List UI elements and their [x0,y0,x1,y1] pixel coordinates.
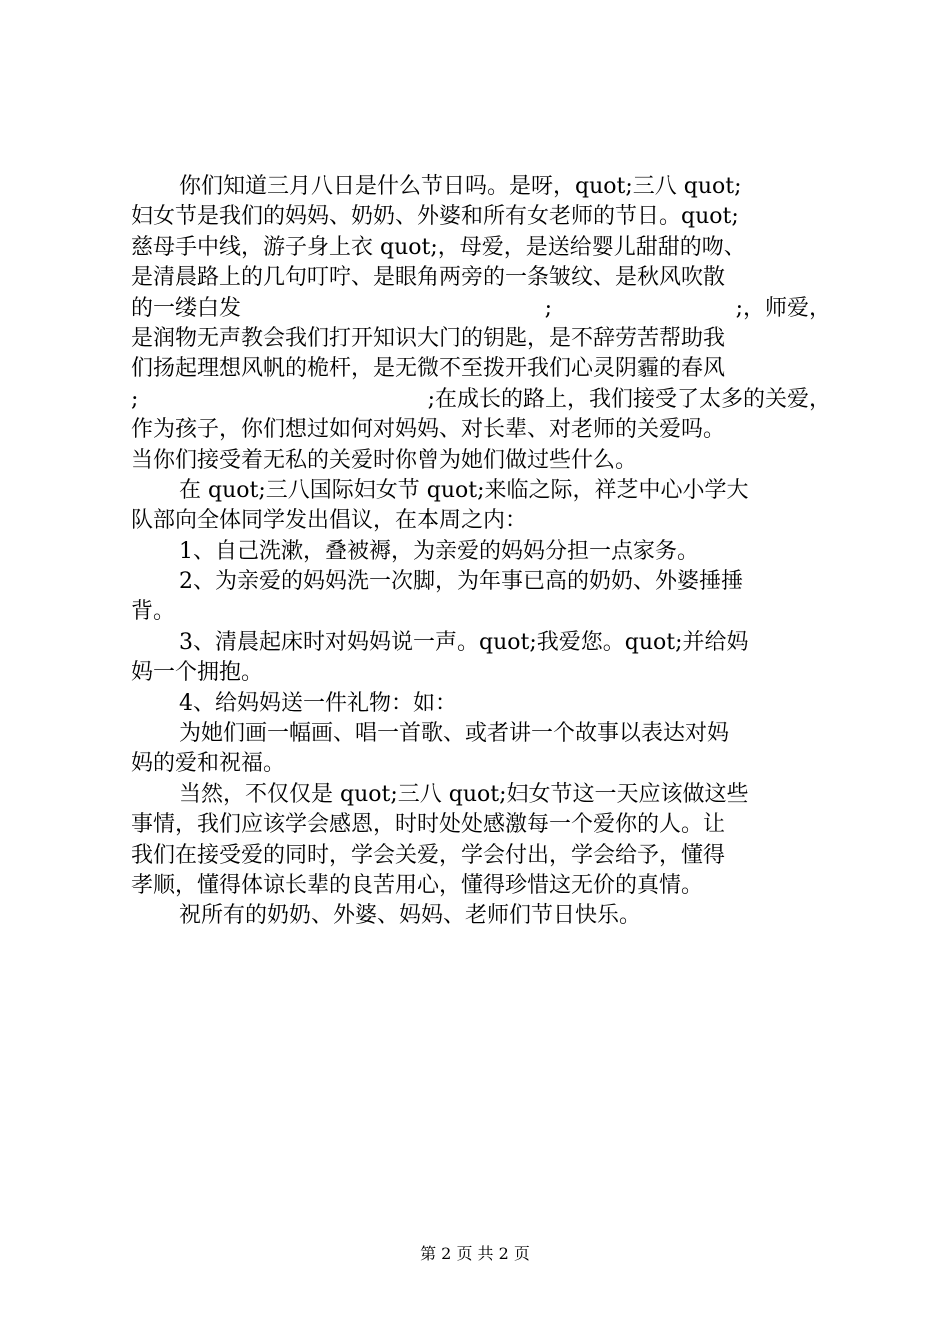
text-segment: ;在成长的路上，我们接受了太多的关爱， [427,386,831,412]
text-line: 妇女节是我们的妈妈、奶奶、外婆和所有女老师的节日。quot; [131,204,739,230]
text-line: 当然，不仅仅是 quot;三八 quot;妇女节这一天应该做这些 [179,781,749,807]
text-line: 事情，我们应该学会感恩，时时处处感激每一个爱你的人。让 [131,812,726,838]
text-line: 为她们画一幅画、唱一首歌、或者讲一个故事以表达对妈 [179,721,730,747]
page-number: 第 2 页 共 2 页 [420,1244,530,1263]
text-line: 当你们接受着无私的关爱时你曾为她们做过些什么。 [131,447,638,473]
text-line [131,294,831,324]
text-line: 我们在接受爱的同时，学会关爱，学会付出，学会给予，懂得 [131,842,726,868]
text-line [131,385,831,415]
text-line: 妈的爱和祝福。 [131,751,286,777]
text-line: 是清晨路上的几句叮咛、是眼角两旁的一条皱纹、是秋风吹散 [131,265,726,291]
text-line: 是润物无声教会我们打开知识大门的钥匙，是不辞劳苦帮助我 [131,325,726,351]
text-segment: 的一缕白发 [131,295,242,321]
text-line: 作为孩子，你们想过如何对妈妈、对长辈、对老师的关爱吗。 [131,417,726,443]
text-line: 队部向全体同学发出倡议，在本周之内： [131,508,528,534]
text-line: 们扬起理想风帆的桅杆，是无微不至拨开我们心灵阴霾的春风 [131,356,726,382]
text-line: 祝所有的奶奶、外婆、妈妈、老师们节日快乐。 [179,903,642,929]
text-line: 慈母手中线，游子身上衣 quot;，母爱，是送给婴儿甜甜的吻、 [131,234,746,260]
text-segment: ; [131,386,139,412]
document-body [131,172,831,932]
text-line: 你们知道三月八日是什么节日吗。是呀，quot;三八 quot; [179,174,742,199]
list-item: 3、清晨起床时对妈妈说一声。quot;我爱您。quot;并给妈 [179,629,749,655]
text-segment: ; [544,295,552,321]
list-item: 4、给妈妈送一件礼物：如： [179,690,457,716]
list-item: 1、自己洗漱，叠被褥，为亲爱的妈妈分担一点家务。 [179,538,699,564]
text-segment: ;，师爱， [735,295,831,321]
text-line: 妈一个拥抱。 [131,660,264,686]
text-line: 在 quot;三八国际妇女节 quot;来临之际，祥芝中心小学大 [179,477,749,503]
text-line: 孝顺，懂得体谅长辈的良苦用心，懂得珍惜这无价的真情。 [131,872,704,898]
text-line: 背。 [131,599,176,625]
list-item: 2、为亲爱的妈妈洗一次脚，为年事已高的奶奶、外婆捶捶 [179,569,743,595]
